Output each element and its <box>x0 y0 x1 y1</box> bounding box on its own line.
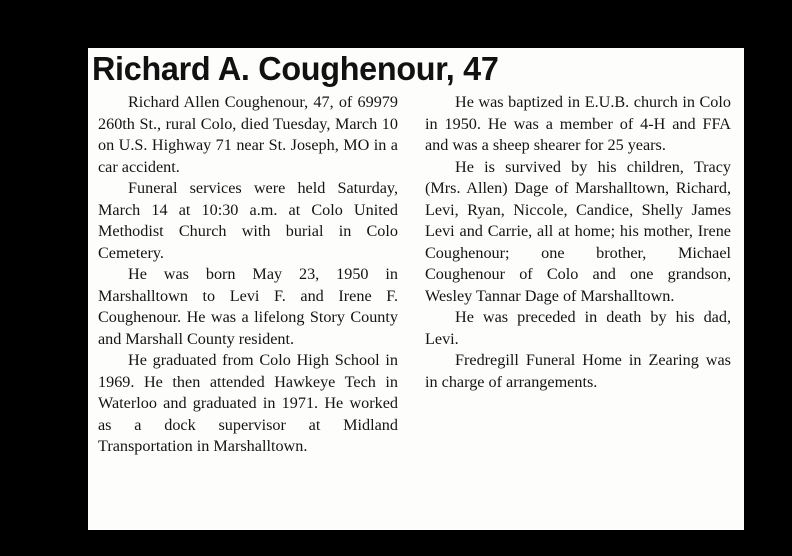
paragraph-funeral-services: Funeral services were held Saturday, March 14 at 10:30 a.m. at Colo United Methodist Church with burial in Colo Cemetery. <box>98 179 398 262</box>
paragraph-survivors: He is survived by his children, Tracy (Mrs. Allen) Dage of Marshalltown, Richard, Levi, Ryan, Niccole, Candice, Shelly James Levi and Carrie, all at home; his mother, Irene Coughenour; one brother, Michael Coughenour of Colo and one grandson, Wesley Tannar Dage of Marshalltown. <box>425 157 731 305</box>
left-column <box>98 92 398 458</box>
obituary-clipping <box>88 48 744 530</box>
obituary-headline: Richard A. Coughenour, 47 <box>92 50 499 87</box>
paragraph-preceded-in-death: He was preceded in death by his dad, Levi. <box>425 308 731 348</box>
paragraph-birth: He was born May 23, 1950 in Marshalltown to Levi F. and Irene F. Coughenour. He was a lifelong Story County and Marshall County resident. <box>98 265 398 348</box>
paragraph-baptism: He was baptized in E.U.B. church in Colo in 1950. He was a member of 4-H and FFA and was a sheep shearer for 25 years. <box>425 93 731 154</box>
paragraph-death-notice: Richard Allen Coughenour, 47, of 69979 260th St., rural Colo, died Tuesday, March 10 on U.S. Highway 71 near St. Joseph, MO in a car accident. <box>98 93 398 176</box>
paragraph-arrangements: Fredregill Funeral Home in Zearing was in charge of arrangements. <box>425 351 731 391</box>
right-column <box>425 92 731 393</box>
paragraph-education-career: He graduated from Colo High School in 1969. He then attended Hawkeye Tech in Waterloo and graduated in 1971. He worked as a dock supervisor at Midland Transportation in Marshalltown. <box>98 351 398 455</box>
